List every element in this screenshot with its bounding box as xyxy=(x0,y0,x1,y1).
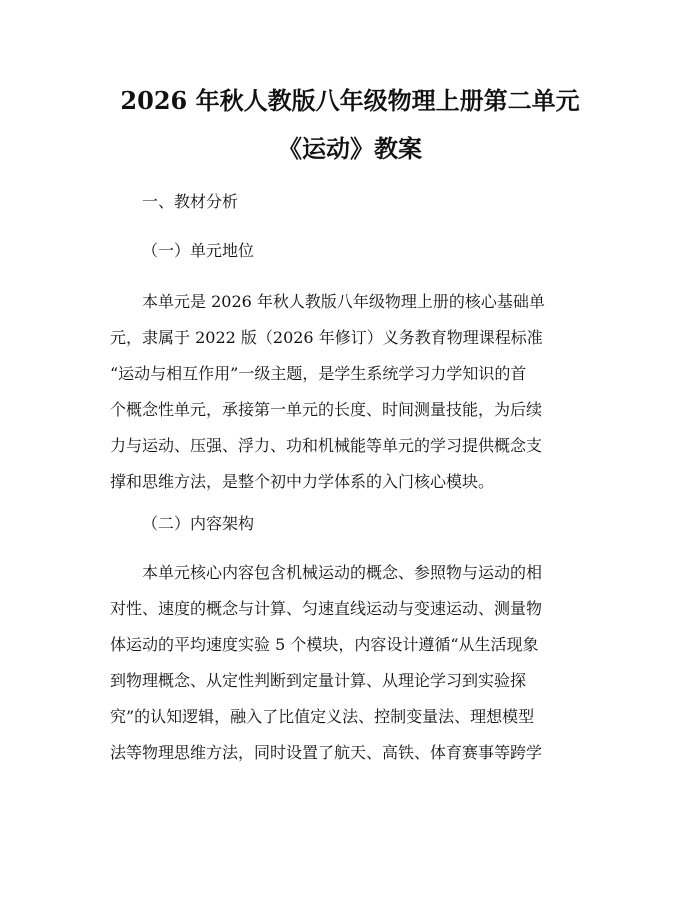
section-heading-teaching-material-analysis: 一、教材分析 xyxy=(142,192,239,211)
paragraph-line: 个概念性单元，承接第一单元的长度、时间测量技能，为后续 xyxy=(110,400,543,419)
paragraph-line: 元，隶属于 2022 版（2026 年修订）义务教育物理课程标准 xyxy=(110,328,543,347)
subsection-heading-unit-position: （一）单元地位 xyxy=(142,241,255,260)
paragraph-line: 究”的认知逻辑，融入了比值定义法、控制变量法、理想模型 xyxy=(110,707,535,726)
document-title-line-1: 2026 年秋人教版八年级物理上册第二单元 xyxy=(120,86,580,115)
paragraph-line: 体运动的平均速度实验 5 个模块，内容设计遵循“从生活现象 xyxy=(110,635,539,654)
paragraph-line: 到物理概念、从定性判断到定量计算、从理论学习到实验探 xyxy=(110,671,527,690)
paragraph-line: 法等物理思维方法，同时设置了航天、高铁、体育赛事等跨学 xyxy=(110,743,543,762)
paragraph-line: 力与运动、压强、浮力、功和机械能等单元的学习提供概念支 xyxy=(110,436,543,455)
paragraph-content-structure xyxy=(110,555,600,771)
paragraph-line: 本单元核心内容包含机械运动的概念、参照物与运动的相 xyxy=(142,563,543,582)
paragraph-unit-position xyxy=(110,284,600,500)
paragraph-line: 撑和思维方法，是整个初中力学体系的入门核心模块。 xyxy=(110,472,495,491)
paragraph-line: “运动与相互作用”一级主题，是学生系统学习力学知识的首 xyxy=(110,364,527,383)
paragraph-line: 对性、速度的概念与计算、匀速直线运动与变速运动、测量物 xyxy=(110,599,543,618)
paragraph-line: 本单元是 2026 年秋人教版八年级物理上册的核心基础单 xyxy=(142,292,545,311)
document-title-line-2: 《运动》教案 xyxy=(278,134,422,163)
subsection-heading-content-structure: （二）内容架构 xyxy=(142,514,255,533)
